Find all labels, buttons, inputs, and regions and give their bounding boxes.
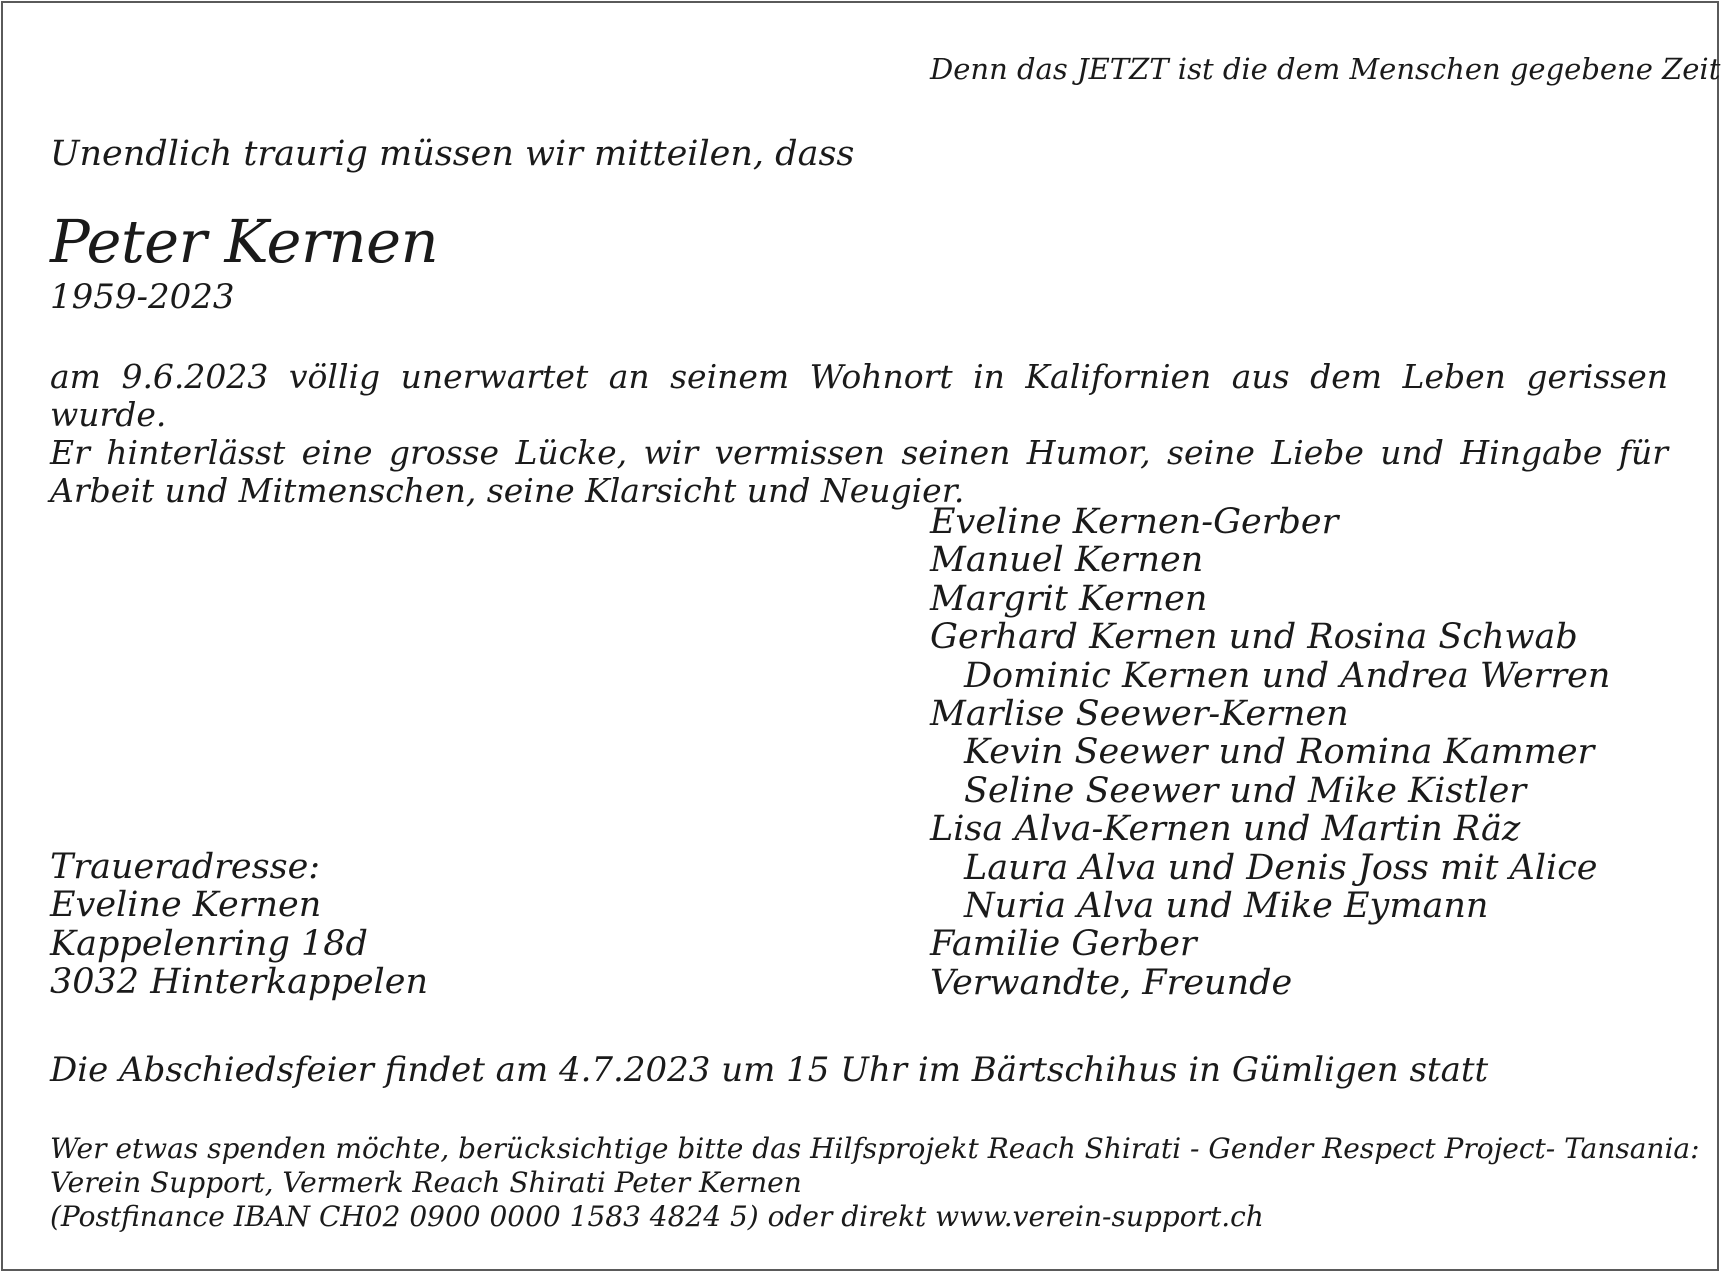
mourner-entry: Margrit Kernen	[930, 578, 1208, 619]
address-line: 3032 Hinterkappelen	[50, 962, 429, 1003]
intro-line: Unendlich traurig müssen wir mitteilen, dass	[50, 134, 855, 174]
ceremony-info: Die Abschiedsfeier findet am 4.7.2023 um 15 Uhr im Bärtschihus in Gümligen statt	[50, 1050, 1489, 1090]
mourner-entry: Seline Seewer und Mike Kistler	[964, 770, 1527, 811]
deceased-name: Peter Kernen	[50, 207, 439, 276]
donation-line: Wer etwas spenden möchte, berücksichtige bitte das Hilfsprojekt Reach Shirati - Gender Respect Project- Tansania:	[50, 1132, 1700, 1165]
address-line: Traueradresse:	[50, 847, 321, 887]
notice-body-line: am 9.6.2023 völlig unerwartet an seinem Wohnort in Kalifornien aus dem Leben gerissen wurde.	[50, 357, 1668, 434]
donation-line: (Postfinance IBAN CH02 0900 0000 1583 4824 5) oder direkt www.verein-support.ch	[50, 1200, 1264, 1233]
mourners-list	[930, 503, 1610, 1002]
mourner-entry: Gerhard Kernen und Rosina Schwab	[930, 617, 1578, 658]
address-line: Kappelenring 18d	[50, 923, 368, 964]
mourning-address	[50, 848, 428, 1002]
mourner-entry: Manuel Kernen	[930, 540, 1204, 581]
mourner-entry: Marlise Seewer-Kernen	[930, 694, 1349, 735]
life-dates: 1959-2023	[50, 277, 235, 317]
mourner-entry: Dominic Kernen und Andrea Werren	[964, 655, 1611, 696]
notice-body-line: Er hinterlässt eine grosse Lücke, wir vermissen seinen Humor, seine Liebe und Hingabe für Arbeit und Mitmenschen, seine Klarsicht und Neugier.	[50, 433, 1668, 510]
motto-quote: Denn das JETZT ist die dem Menschen gegebene Zeit	[930, 52, 1721, 86]
mourner-entry: Familie Gerber	[930, 924, 1197, 965]
mourner-entry: Nuria Alva und Mike Eymann	[964, 886, 1489, 927]
donation-line: Verein Support, Vermerk Reach Shirati Peter Kernen	[50, 1166, 802, 1199]
donation-info	[50, 1132, 1700, 1234]
mourner-entry: Eveline Kernen-Gerber	[930, 502, 1339, 542]
mourner-entry: Laura Alva und Denis Joss mit Alice	[964, 847, 1598, 888]
mourner-entry: Verwandte, Freunde	[930, 962, 1293, 1003]
address-line: Eveline Kernen	[50, 885, 322, 926]
mourner-entry: Kevin Seewer und Romina Kammer	[964, 732, 1595, 773]
notice-body	[50, 358, 1668, 510]
mourner-entry: Lisa Alva-Kernen und Martin Räz	[930, 809, 1521, 850]
